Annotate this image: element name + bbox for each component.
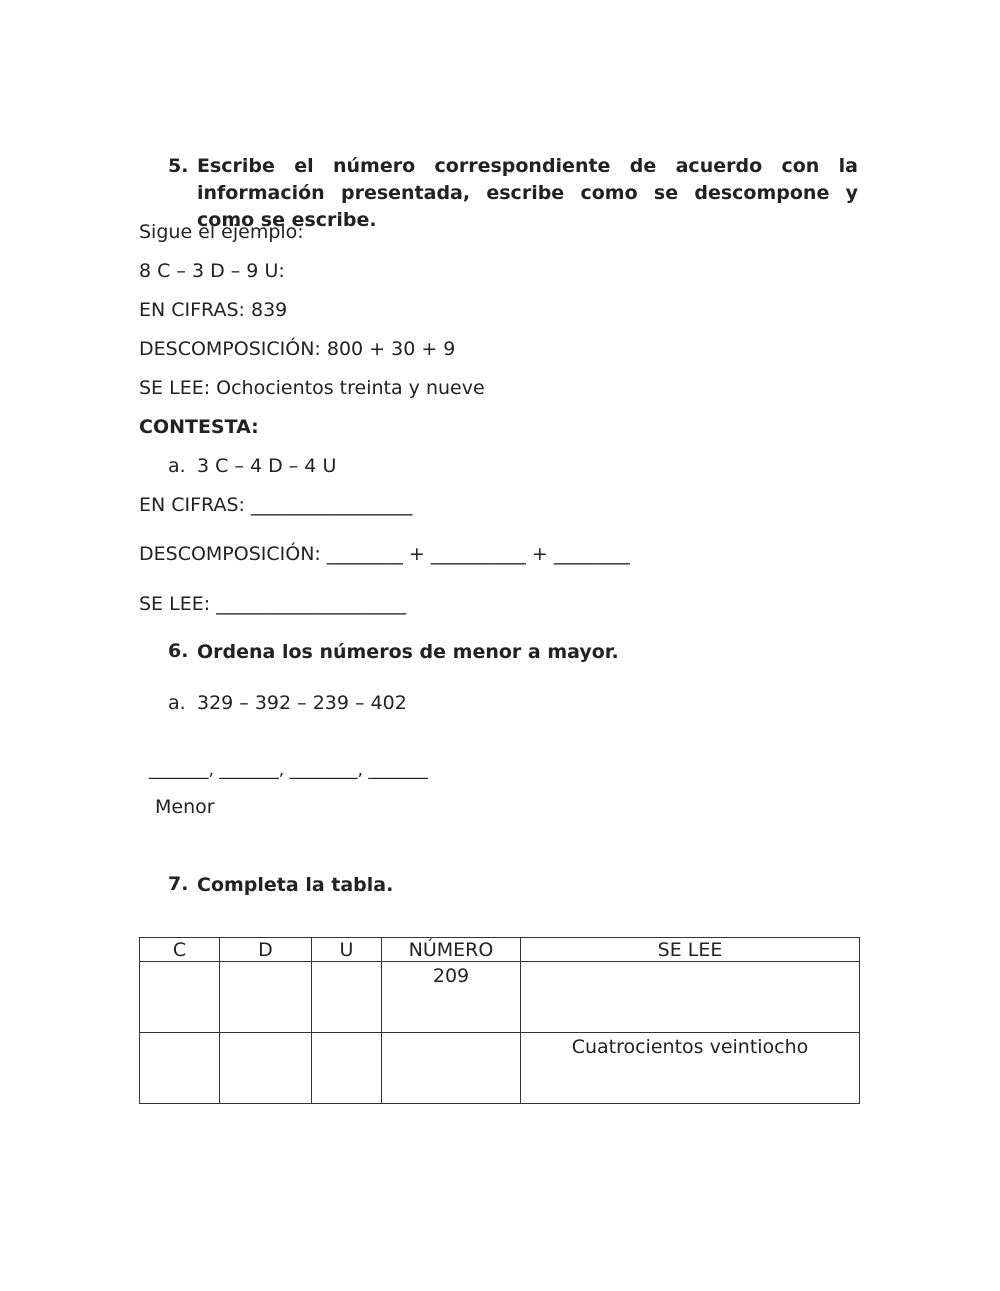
example-intro: Sigue el ejemplo:: [139, 221, 304, 243]
question-7-number: 7.: [168, 873, 189, 895]
cell-u[interactable]: [312, 1033, 382, 1104]
example-cifras: EN CIFRAS: 839: [139, 299, 288, 321]
question-5-number: 5.: [168, 155, 189, 177]
example-descomposicion: DESCOMPOSICIÓN: 800 + 30 + 9: [139, 338, 456, 360]
order-blanks-field[interactable]: _______, _______, ________, _______: [149, 760, 428, 780]
question-6-number: 6.: [168, 640, 189, 662]
table-header-row: [140, 938, 860, 962]
header-u: U: [312, 938, 382, 962]
question-7-text: Completa la tabla.: [197, 874, 394, 896]
cell-d[interactable]: [220, 962, 312, 1033]
example-se-lee: SE LEE: Ochocientos treinta y nueve: [139, 377, 485, 399]
item-a-marker: a.: [168, 455, 186, 477]
q6-item-a-marker: a.: [168, 692, 186, 714]
cell-se-lee: Cuatrocientos veintiocho: [521, 1033, 860, 1104]
example-code: 8 C – 3 D – 9 U:: [139, 260, 285, 282]
answer-descomposicion-field[interactable]: DESCOMPOSICIÓN: ________ + __________ + ________: [139, 543, 630, 565]
answer-table: [139, 937, 860, 1104]
contesta-heading: CONTESTA:: [139, 416, 259, 438]
cell-c[interactable]: [140, 1033, 220, 1104]
answer-se-lee-field[interactable]: SE LEE: ____________________: [139, 593, 407, 615]
header-numero: NÚMERO: [382, 938, 521, 962]
cell-numero: 209: [382, 962, 521, 1033]
table-row: [140, 962, 860, 1033]
question-5-text: Escribe el número correspondiente de acuerdo con la información presentada, escribe como se descompone y como se escribe.: [197, 155, 858, 231]
answer-cifras-field[interactable]: EN CIFRAS: _________________: [139, 494, 413, 516]
cell-se-lee[interactable]: [521, 962, 860, 1033]
item-a-code: 3 C – 4 D – 4 U: [197, 455, 337, 477]
cell-numero[interactable]: [382, 1033, 521, 1104]
header-c: C: [140, 938, 220, 962]
cell-c[interactable]: [140, 962, 220, 1033]
cell-d[interactable]: [220, 1033, 312, 1104]
header-se-lee: SE LEE: [521, 938, 860, 962]
header-d: D: [220, 938, 312, 962]
question-6-text: Ordena los números de menor a mayor.: [197, 641, 619, 663]
cell-u[interactable]: [312, 962, 382, 1033]
menor-label: Menor: [155, 796, 215, 818]
q6-numbers: 329 – 392 – 239 – 402: [197, 692, 407, 714]
table-row: [140, 1033, 860, 1104]
